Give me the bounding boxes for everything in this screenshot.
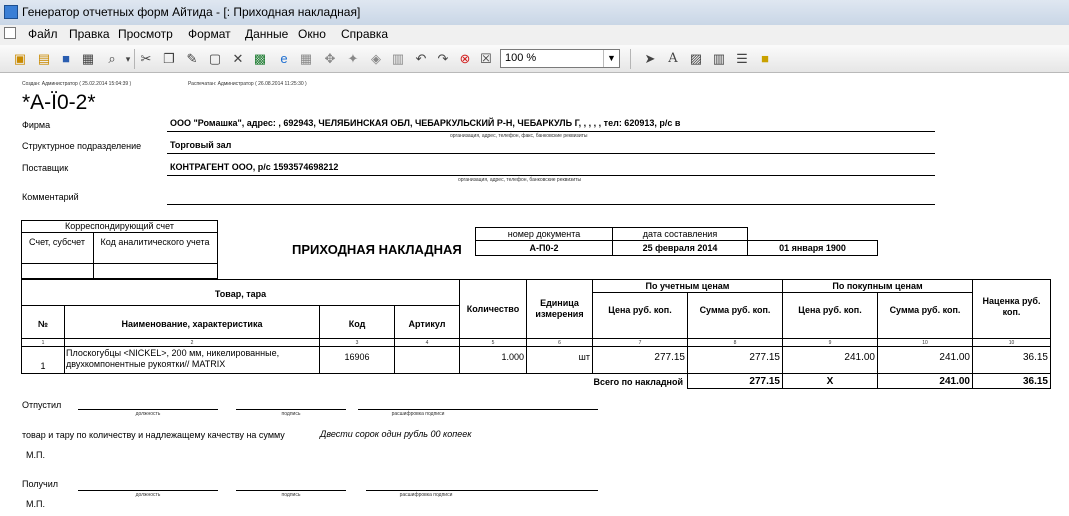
col-purch-price: Цена руб. коп.	[798, 305, 862, 315]
row-code: 16906	[344, 352, 370, 362]
goods-table-border	[21, 346, 1051, 347]
zoom-select[interactable]	[500, 49, 620, 68]
total-x: X	[826, 376, 834, 387]
row-num: 1	[40, 361, 46, 371]
new-icon[interactable]: ▣	[13, 51, 27, 66]
row-purch-price: 241.00	[844, 352, 875, 363]
col-name: Наименование, характеристика	[121, 319, 263, 329]
barcode-icon[interactable]: ▥	[712, 51, 726, 66]
window-title: Генератор отчетных форм Айтида - [: Приходная накладная]	[22, 5, 361, 19]
title-bar	[0, 0, 1069, 25]
row-acct-sum: 277.15	[749, 352, 780, 363]
signature-line	[236, 409, 346, 410]
docnum-header: номер документа	[507, 229, 581, 239]
col-index: 9	[828, 340, 832, 346]
supplier-underline	[167, 175, 935, 176]
corr-account: Счет, субсчет	[29, 237, 85, 247]
col-acct-sum: Сумма руб. коп.	[699, 305, 771, 315]
toolbar-separator	[630, 49, 631, 69]
sig-position-caption: должность	[135, 411, 161, 417]
menu-window[interactable]: Окно	[298, 27, 326, 41]
col-code: Код	[348, 319, 366, 329]
goods-table-border	[782, 279, 783, 389]
preview-icon[interactable]: ⌕	[108, 51, 116, 66]
save-icon[interactable]: ■	[62, 51, 70, 66]
goods-table-border	[21, 338, 1051, 339]
firm-caption: организация, адрес, телефон, факс, банковские реквизиты	[450, 133, 588, 139]
menu-doc-icon[interactable]	[4, 27, 16, 42]
firm-label: Фирма	[22, 120, 51, 130]
image-icon[interactable]: ▨	[689, 51, 703, 66]
goods-table-border	[1050, 279, 1051, 389]
col-markup: Наценка руб. коп.	[982, 296, 1041, 317]
row-acct-price: 277.15	[654, 352, 685, 363]
docdate-value: 25 февраля 2014	[642, 243, 718, 253]
docnum-table-border	[475, 240, 878, 241]
format-painter-icon[interactable]: ✎	[186, 51, 198, 66]
corr-header: Корреспондирующий счет	[65, 221, 174, 231]
amount-words: Двести сорок один рубль 00 копеек	[320, 429, 472, 439]
table-icon[interactable]: ☰	[736, 51, 748, 66]
stamp-label: М.П.	[26, 499, 45, 509]
row-name: Плоскогубцы <NICKEL>, 200 мм, никелированные, двухкомпонентные рукоятки// MATRIX	[66, 348, 280, 369]
goods-table-border	[394, 305, 395, 373]
total-markup: 36.15	[1022, 376, 1048, 387]
stop-icon[interactable]: ⊗	[459, 51, 471, 66]
browser-icon[interactable]: e	[280, 51, 288, 66]
stamp-label: М.П.	[26, 450, 45, 460]
dept-value: Торговый зал	[170, 140, 232, 150]
redo-icon[interactable]: ↷	[437, 51, 449, 66]
signature-line	[78, 490, 218, 491]
extra-date-value: 01 января 1900	[779, 243, 846, 253]
corr-analytic: Код аналитического учета	[100, 237, 210, 247]
menu-format[interactable]: Формат	[188, 27, 231, 41]
text-icon[interactable]: A	[668, 51, 678, 66]
corr-table-border	[21, 263, 218, 264]
sig-decode-caption: расшифровка подписи	[399, 492, 453, 498]
total-label: Всего по накладной	[593, 377, 683, 387]
toolbar	[0, 45, 1069, 73]
menu-file[interactable]: Файл	[28, 27, 58, 41]
corr-table-border	[21, 232, 218, 233]
report-page	[0, 74, 1069, 516]
toolbar-separator	[134, 49, 135, 69]
col-unit: Единица измерения	[535, 298, 584, 319]
open-icon[interactable]: ▤	[37, 51, 51, 66]
docnum-value: А-П0-2	[529, 243, 559, 253]
col-index: 6	[558, 340, 561, 346]
row-markup: 36.15	[1022, 352, 1048, 363]
col-qty: Количество	[466, 304, 520, 314]
menu-bar	[0, 25, 1069, 45]
signature-line	[236, 490, 346, 491]
undo-icon[interactable]: ↶	[415, 51, 427, 66]
row-qty: 1.000	[501, 352, 524, 362]
print-icon[interactable]: ▦	[81, 51, 95, 66]
released-label: Отпустил	[22, 400, 62, 410]
supplier-label: Поставщик	[22, 163, 69, 173]
col-acct-prices: По учетным ценам	[645, 281, 730, 291]
chevron-down-icon[interactable]: ▼	[603, 50, 619, 67]
goods-table-border	[64, 305, 65, 373]
firm-value: ООО "Ромашка", адрес: , 692943, ЧЕЛЯБИНСКАЯ ОБЛ, ЧЕБАРКУЛЬСКИЙ Р-Н, ЧЕБАРКУЛЬ Г, , , , , тел: 620913, р/с в	[170, 118, 681, 128]
col-index: 4	[425, 340, 429, 346]
sig-signature-caption: подпись	[281, 411, 301, 417]
goods-table-border	[687, 388, 1051, 389]
chevron-down-icon[interactable]: ▾	[125, 54, 131, 64]
signature-line	[358, 409, 598, 410]
col-goods: Товар, тара	[214, 289, 267, 299]
col-index: 1	[41, 340, 45, 346]
excel-icon[interactable]: ▩	[253, 51, 267, 66]
col-index: 10	[1008, 340, 1015, 346]
cut-icon[interactable]: ✂	[140, 51, 152, 66]
row-purch-sum: 241.00	[939, 352, 970, 363]
app-icon	[4, 5, 18, 19]
received-label: Получил	[22, 479, 58, 489]
row-unit: шт	[578, 352, 590, 362]
docnum-table-border	[475, 255, 878, 256]
tools-icon[interactable]: ✥	[324, 51, 336, 66]
total-acct-sum: 277.15	[749, 376, 780, 387]
col-article: Артикул	[408, 319, 446, 329]
docnum-table-border	[877, 240, 878, 256]
goods-table-border	[21, 373, 1051, 374]
tools3-icon[interactable]: ◈	[371, 51, 381, 66]
comment-underline	[167, 204, 935, 205]
paste-icon[interactable]: ▢	[208, 51, 222, 66]
zoom-value: 100 %	[505, 52, 537, 64]
col-index: 10	[922, 340, 928, 346]
dept-label: Структурное подразделение	[22, 141, 142, 151]
sig-signature-caption: подпись	[281, 492, 301, 498]
supplier-caption: организация, адрес, телефон, банковские реквизиты	[458, 177, 582, 183]
col-index: 3	[355, 340, 359, 346]
sig-decode-caption: расшифровка подписи	[391, 411, 445, 417]
col-index: 8	[733, 340, 737, 346]
menu-data[interactable]: Данные	[245, 27, 289, 41]
created-info: Создан: Администратор ( 25.02.2014 15:04:39 )	[22, 81, 132, 87]
firm-underline	[167, 131, 935, 132]
col-purch-sum: Сумма руб. коп.	[889, 305, 961, 315]
col-index: 5	[491, 340, 495, 346]
dept-underline	[167, 153, 935, 154]
menu-edit[interactable]: Правка	[69, 27, 110, 41]
signature-line	[78, 409, 218, 410]
col-acct-price: Цена руб. коп.	[608, 305, 672, 315]
document-title: ПРИХОДНАЯ НАКЛАДНАЯ	[292, 242, 462, 257]
grid-icon[interactable]: ▦	[299, 51, 313, 66]
printed-info: Распечатан: Администратор ( 26.08.2014 11:25:30 )	[188, 81, 307, 87]
document-code: *A-Ï0-2*	[22, 91, 96, 114]
goods-table-border	[319, 305, 320, 373]
stamp-icon[interactable]: ▥	[391, 51, 405, 66]
sig-position-caption: должность	[135, 492, 161, 498]
tools2-icon[interactable]: ✦	[347, 51, 359, 66]
total-purch-sum: 241.00	[939, 376, 970, 387]
docdate-header: дата составления	[642, 229, 718, 239]
supplier-value: КОНТРАГЕНТ ООО, р/с 1593574698212	[170, 162, 339, 172]
menu-help[interactable]: Справка	[341, 27, 389, 41]
pointer-icon[interactable]: ➤	[644, 51, 656, 66]
menu-view[interactable]: Просмотр	[118, 27, 173, 41]
signature-line	[366, 490, 598, 491]
goods-table-border	[21, 279, 1051, 280]
toggle-icon[interactable]: ☒	[480, 51, 492, 66]
col-index: 7	[638, 340, 642, 346]
comment-label: Комментарий	[22, 192, 79, 202]
col-purch-prices: По покупным ценам	[832, 281, 923, 291]
col-index: 2	[190, 340, 194, 346]
copy-icon[interactable]: ❐	[163, 51, 175, 66]
quality-text: товар и тару по количеству и надлежащему качеству на сумму	[22, 430, 285, 440]
col-num: №	[37, 319, 49, 329]
lock-icon[interactable]: ■	[761, 51, 769, 66]
delete-icon[interactable]: ✕	[232, 51, 244, 66]
